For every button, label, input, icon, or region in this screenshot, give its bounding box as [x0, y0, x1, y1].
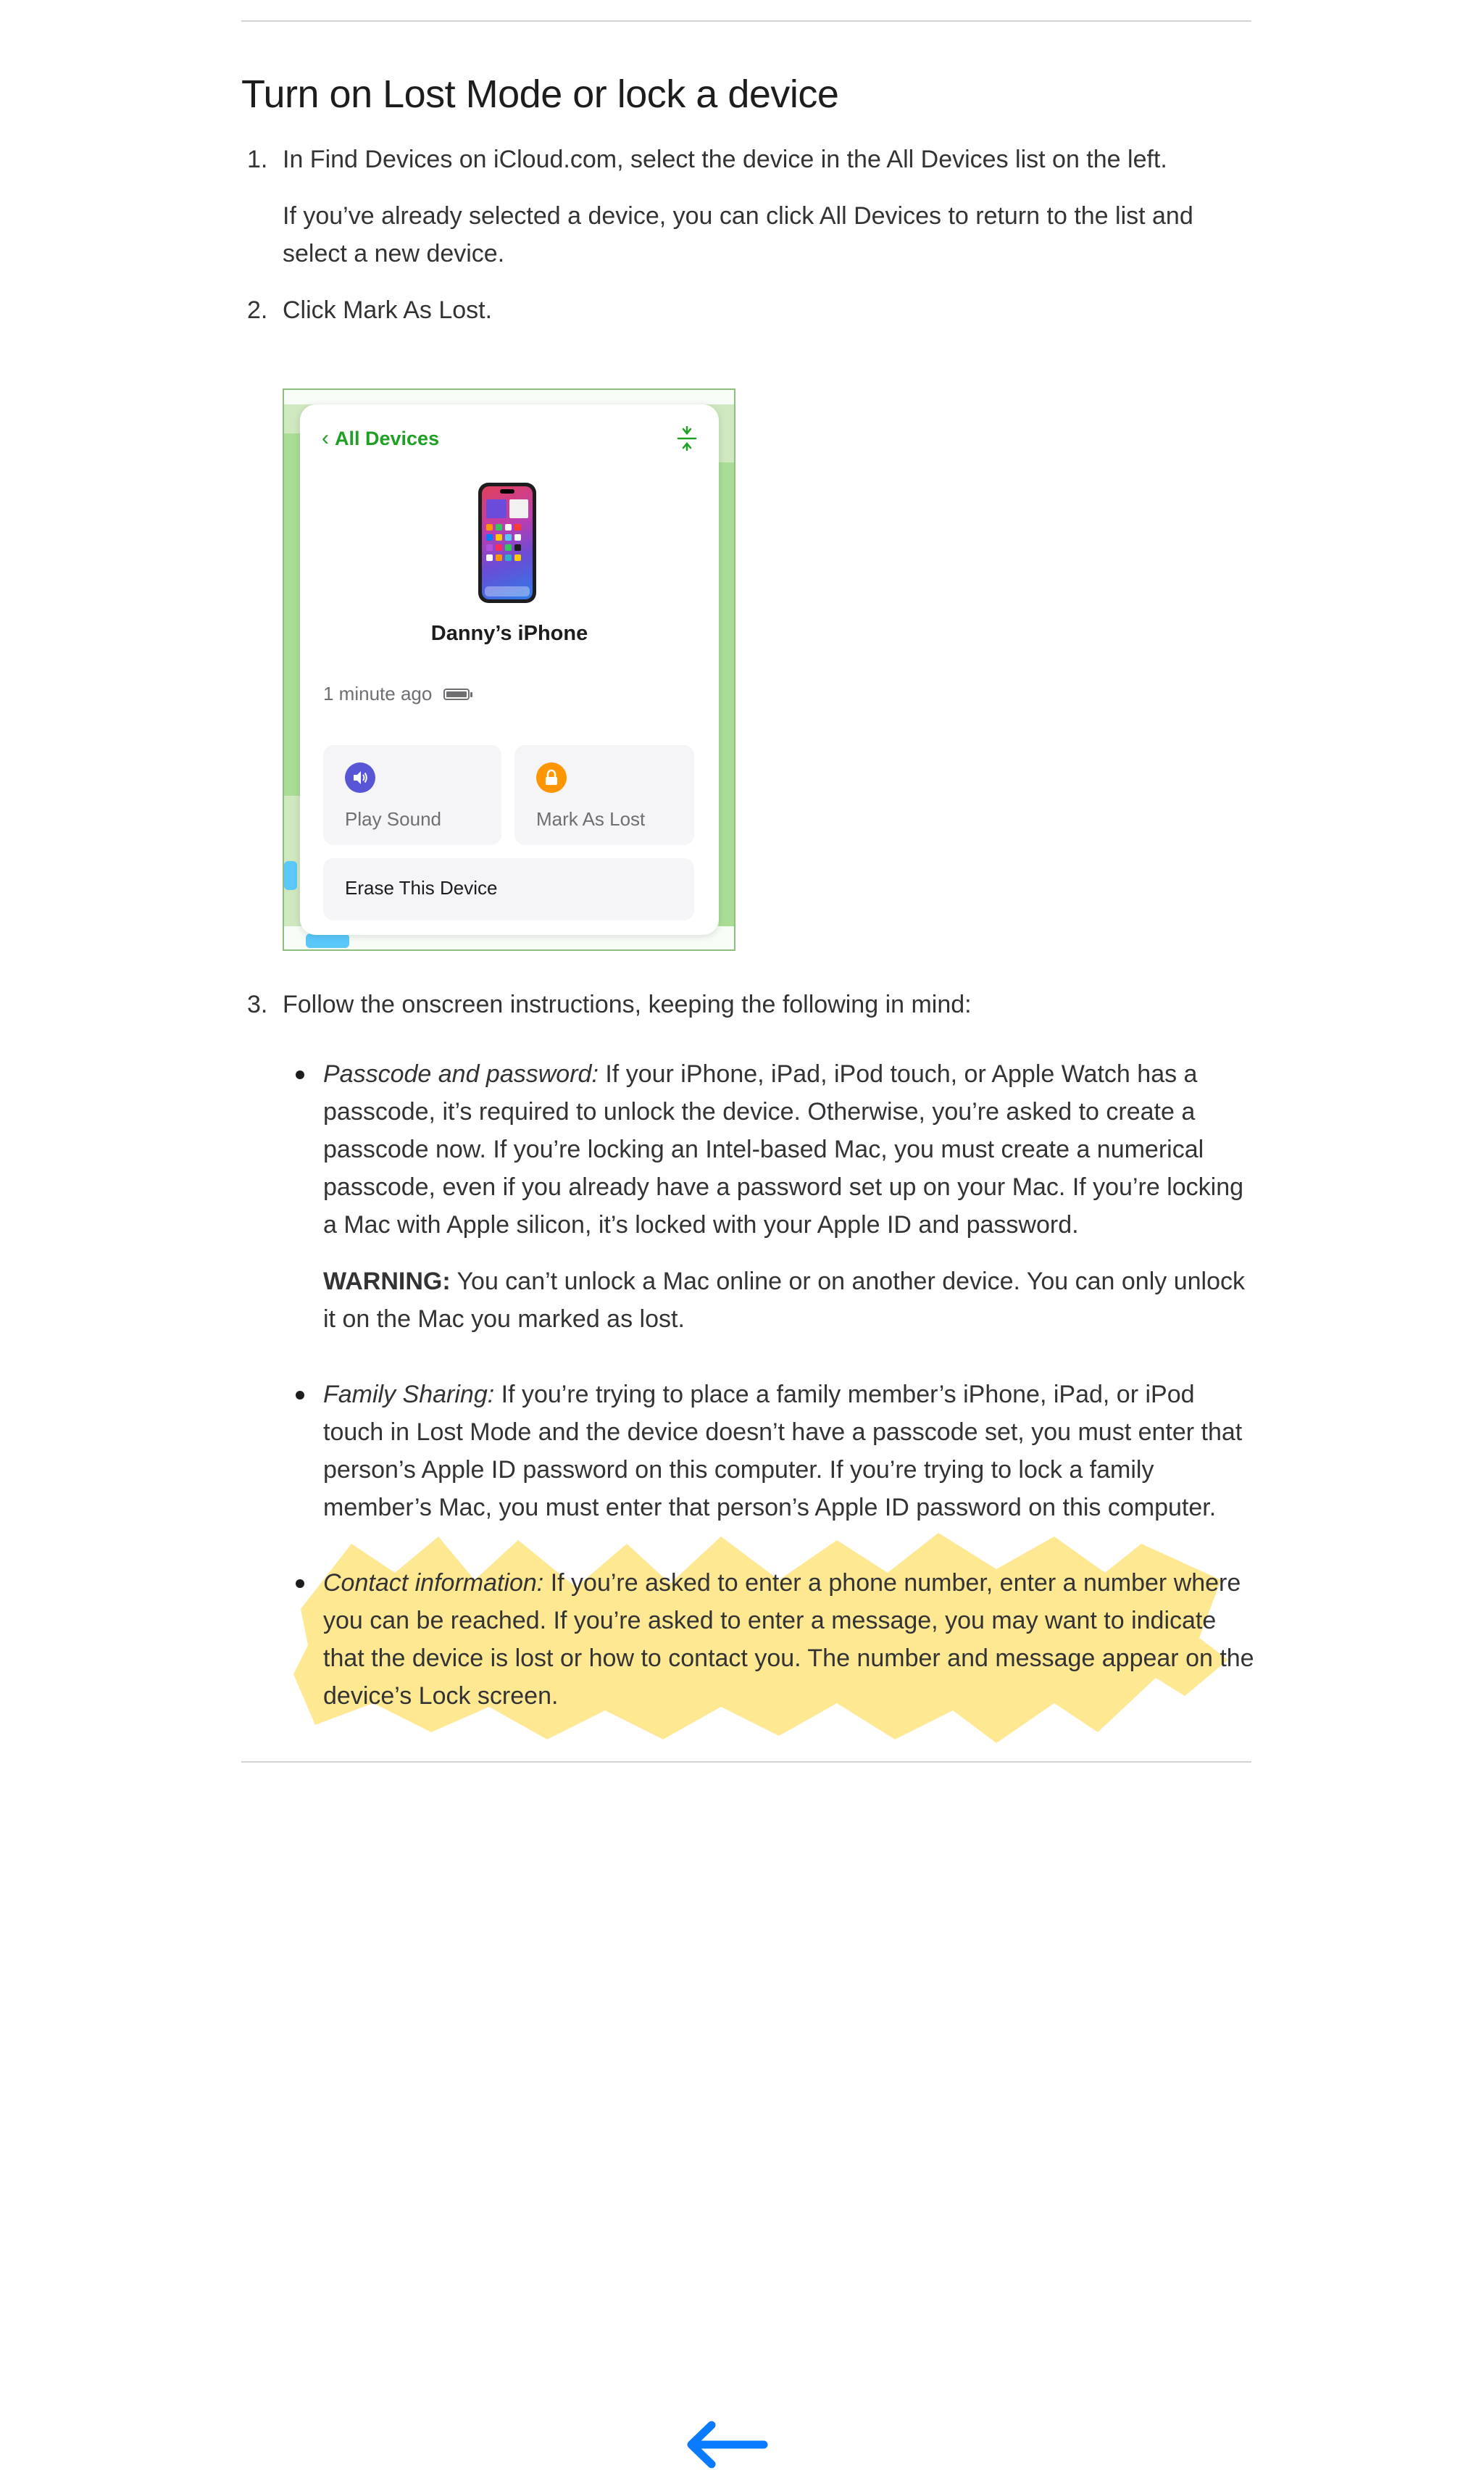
bullet-dot	[296, 1391, 304, 1400]
back-label: All Devices	[335, 427, 440, 449]
bullet-term: Contact information:	[323, 1569, 544, 1597]
map-water	[284, 861, 297, 890]
lock-icon	[536, 762, 567, 793]
play-sound-button[interactable]	[323, 745, 501, 845]
map-park	[719, 462, 735, 926]
mark-as-lost-button[interactable]	[514, 745, 694, 845]
bullet-term: Passcode and password:	[323, 1060, 599, 1088]
iphone-image	[478, 483, 536, 603]
mark-as-lost-label: Mark As Lost	[536, 808, 646, 830]
step-number: 2.	[247, 296, 268, 324]
step-number: 3.	[247, 991, 268, 1018]
all-devices-back-link[interactable]	[322, 426, 439, 451]
bullet-term: Family Sharing:	[323, 1381, 495, 1408]
step-subtext: If you’ve already selected a device, you can click All Devices to return to the list and select a new device.	[283, 202, 1193, 267]
step-text: Click Mark As Lost.	[283, 296, 493, 324]
bullet-dot	[296, 1579, 304, 1588]
battery-icon	[443, 689, 470, 700]
last-seen: 1 minute ago	[323, 683, 433, 704]
warning-text: You can’t unlock a Mac online or on another device. You can only unlock it on the Mac you marked as lost.	[323, 1268, 1245, 1333]
step-1	[241, 141, 1256, 273]
list-item	[323, 1055, 1256, 1338]
erase-label: Erase This Device	[345, 877, 498, 899]
map-water	[306, 933, 349, 948]
device-status	[323, 683, 470, 705]
article	[241, 65, 1256, 1715]
bullet-text: If you’re asked to enter a phone number, enter a number where you can be reached. If you’re asked to enter a message, you may want to indicate that the device is lost or how to contact you. The number and message appear on the device’s Lock screen.	[323, 1569, 1254, 1710]
chevron-left-icon: ‹	[322, 426, 329, 450]
speaker-icon	[345, 762, 375, 793]
arrow-left-icon	[683, 2419, 770, 2470]
find-devices-screenshot	[283, 388, 735, 951]
bottom-divider	[241, 1761, 1251, 1763]
step-2	[241, 291, 1256, 329]
bullet-dot	[296, 1070, 304, 1079]
erase-device-button[interactable]	[323, 858, 694, 920]
bullet-text: If your iPhone, iPad, iPod touch, or Apple Watch has a passcode, it’s required to unlock the device. Otherwise, you’re asked to create a passcode now. If you’re locking an Intel-based Mac, you must create a numerical passcode, even if you already have a password set up on your Mac. If you’re locking a Mac with Apple silicon, it’s locked with your Apple ID and password.	[323, 1060, 1244, 1239]
step-text: Follow the onscreen instructions, keeping the following in mind:	[283, 991, 972, 1018]
device-name: Danny’s iPhone	[430, 622, 588, 645]
play-sound-label: Play Sound	[345, 808, 441, 830]
device-panel	[300, 404, 719, 935]
bullet-list	[241, 1055, 1256, 1715]
step-3	[241, 986, 1256, 1023]
step-text: In Find Devices on iCloud.com, select the device in the All Devices list on the left.	[283, 146, 1167, 173]
collapse-icon[interactable]	[675, 426, 699, 451]
top-divider	[241, 20, 1251, 22]
bullet-text: If you’re trying to place a family member’s iPhone, iPad, or iPod touch in Lost Mode and the device doesn’t have a passcode set, you must enter that person’s Apple ID password on this computer. If you’re trying to lock a family member’s Mac, you must enter that person’s Apple ID password on this computer.	[323, 1381, 1243, 1521]
list-item	[323, 1564, 1256, 1715]
step-number: 1.	[247, 146, 268, 173]
map-road	[284, 390, 735, 404]
page-title: Turn on Lost Mode or lock a device	[241, 72, 839, 116]
warning-label: WARNING:	[323, 1268, 451, 1295]
list-item	[323, 1376, 1256, 1526]
